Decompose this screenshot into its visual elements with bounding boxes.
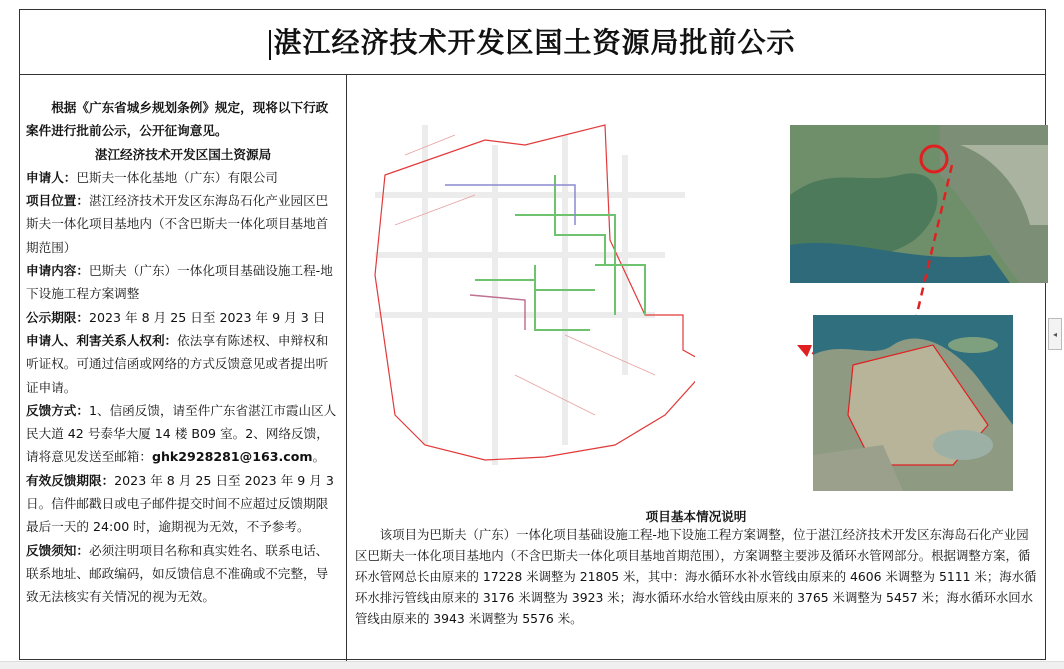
side-scroll-button[interactable]: ◂	[1048, 318, 1062, 350]
title-row	[20, 10, 1045, 75]
content-label: 申请内容：	[26, 263, 89, 279]
period-value: 2023 年 8 月 25 日至 2023 年 9 月 3 日	[88, 309, 326, 325]
page-title	[20, 10, 1045, 75]
info-description: 该项目为巴斯夫（广东）一体化项目基础设施工程-地下设施工程方案调整，位于湛江经济技术开发区东海岛石化产业园区巴斯夫一体化项目基地内（不含巴斯夫一体化项目基地首期范围），方案调整主要涉及循环水管网部分。根据调整方案，循环水管网总长由原来的 17228 米调整为 21805 米，其中：海水循环水补水管线由原来的 4606 米调整为 5111 米；海水循环水排污管线由原来的 3176 米调整为 3923 米；海水循环水给水管线由原来的 3765 米调整为 5457 米；海水循环水回水管线由原来的 3943 米调整为 5576 米。	[355, 527, 1037, 626]
pipe-network-map	[365, 115, 695, 480]
feedback-email[interactable]: ghk2928281@163.com	[151, 449, 313, 465]
period-row	[26, 306, 340, 329]
applicant-row	[26, 166, 340, 189]
location-row	[26, 189, 340, 259]
page-title-text: 湛江经济技术开发区国土资源局批前公示	[273, 26, 796, 59]
applicant-label: 申请人：	[26, 169, 77, 185]
applicant-value: 巴斯夫一体化基地（广东）有限公司	[76, 169, 278, 185]
issuing-organization: 湛江经济技术开发区国土资源局	[94, 146, 272, 162]
map-and-info-column	[347, 75, 1045, 661]
feedback-row	[26, 399, 340, 469]
rights-row	[26, 329, 340, 399]
intro-paragraph: 根据《广东省城乡规划条例》规定，现将以下行政案件进行批前公示，公开征询意见。	[26, 100, 329, 139]
content-row	[26, 259, 340, 306]
period-label: 公示期限：	[26, 309, 89, 325]
rights-value: 依法享有陈述权、申辩权和听证权。可通过信函或网络的方式反馈意见或者提出听证申请。	[26, 332, 329, 395]
valid-value: 2023 年 8 月 25 日至 2023 年 9 月 3 日。信件邮戳日或电子邮件提交时间不应超过反馈期限最后一天的 24:00 时，逾期视为无效，不予参考。	[26, 472, 334, 535]
location-value: 湛江经济技术开发区东海岛石化产业园区巴斯夫一体化项目基地内（不含巴斯夫一体化项目基地首期范围）	[26, 193, 329, 255]
site-satellite-image	[813, 315, 1013, 491]
text-cursor	[269, 30, 271, 60]
info-title: 项目基本情况说明	[645, 509, 747, 524]
valid-label: 有效反馈期限：	[26, 472, 115, 488]
feedback-label: 反馈方式：	[26, 402, 89, 418]
location-label: 项目位置：	[26, 193, 89, 209]
feedback-value: 1、信函反馈，请至件广东省湛江市霞山区人民大道 42 号泰华大厦 14 楼 B09 室。2、网络反馈，请将意见发送至邮箱：	[26, 402, 337, 465]
notice-details-column	[20, 75, 347, 661]
notice-label: 反馈须知：	[26, 542, 89, 558]
rights-label: 申请人、利害关系人权利：	[26, 332, 178, 348]
notice-row	[26, 539, 340, 609]
valid-row	[26, 469, 340, 539]
feedback-end: 。	[312, 449, 326, 465]
notice-frame	[19, 9, 1046, 660]
notice-value: 必须注明项目名称和真实姓名、联系电话、联系地址、邮政编码，如反馈信息不准确或不完整，导致无法核实有关情况的视为无效。	[26, 542, 329, 605]
content-value: 巴斯夫（广东）一体化项目基础设施工程-地下设施工程方案调整	[26, 263, 333, 302]
